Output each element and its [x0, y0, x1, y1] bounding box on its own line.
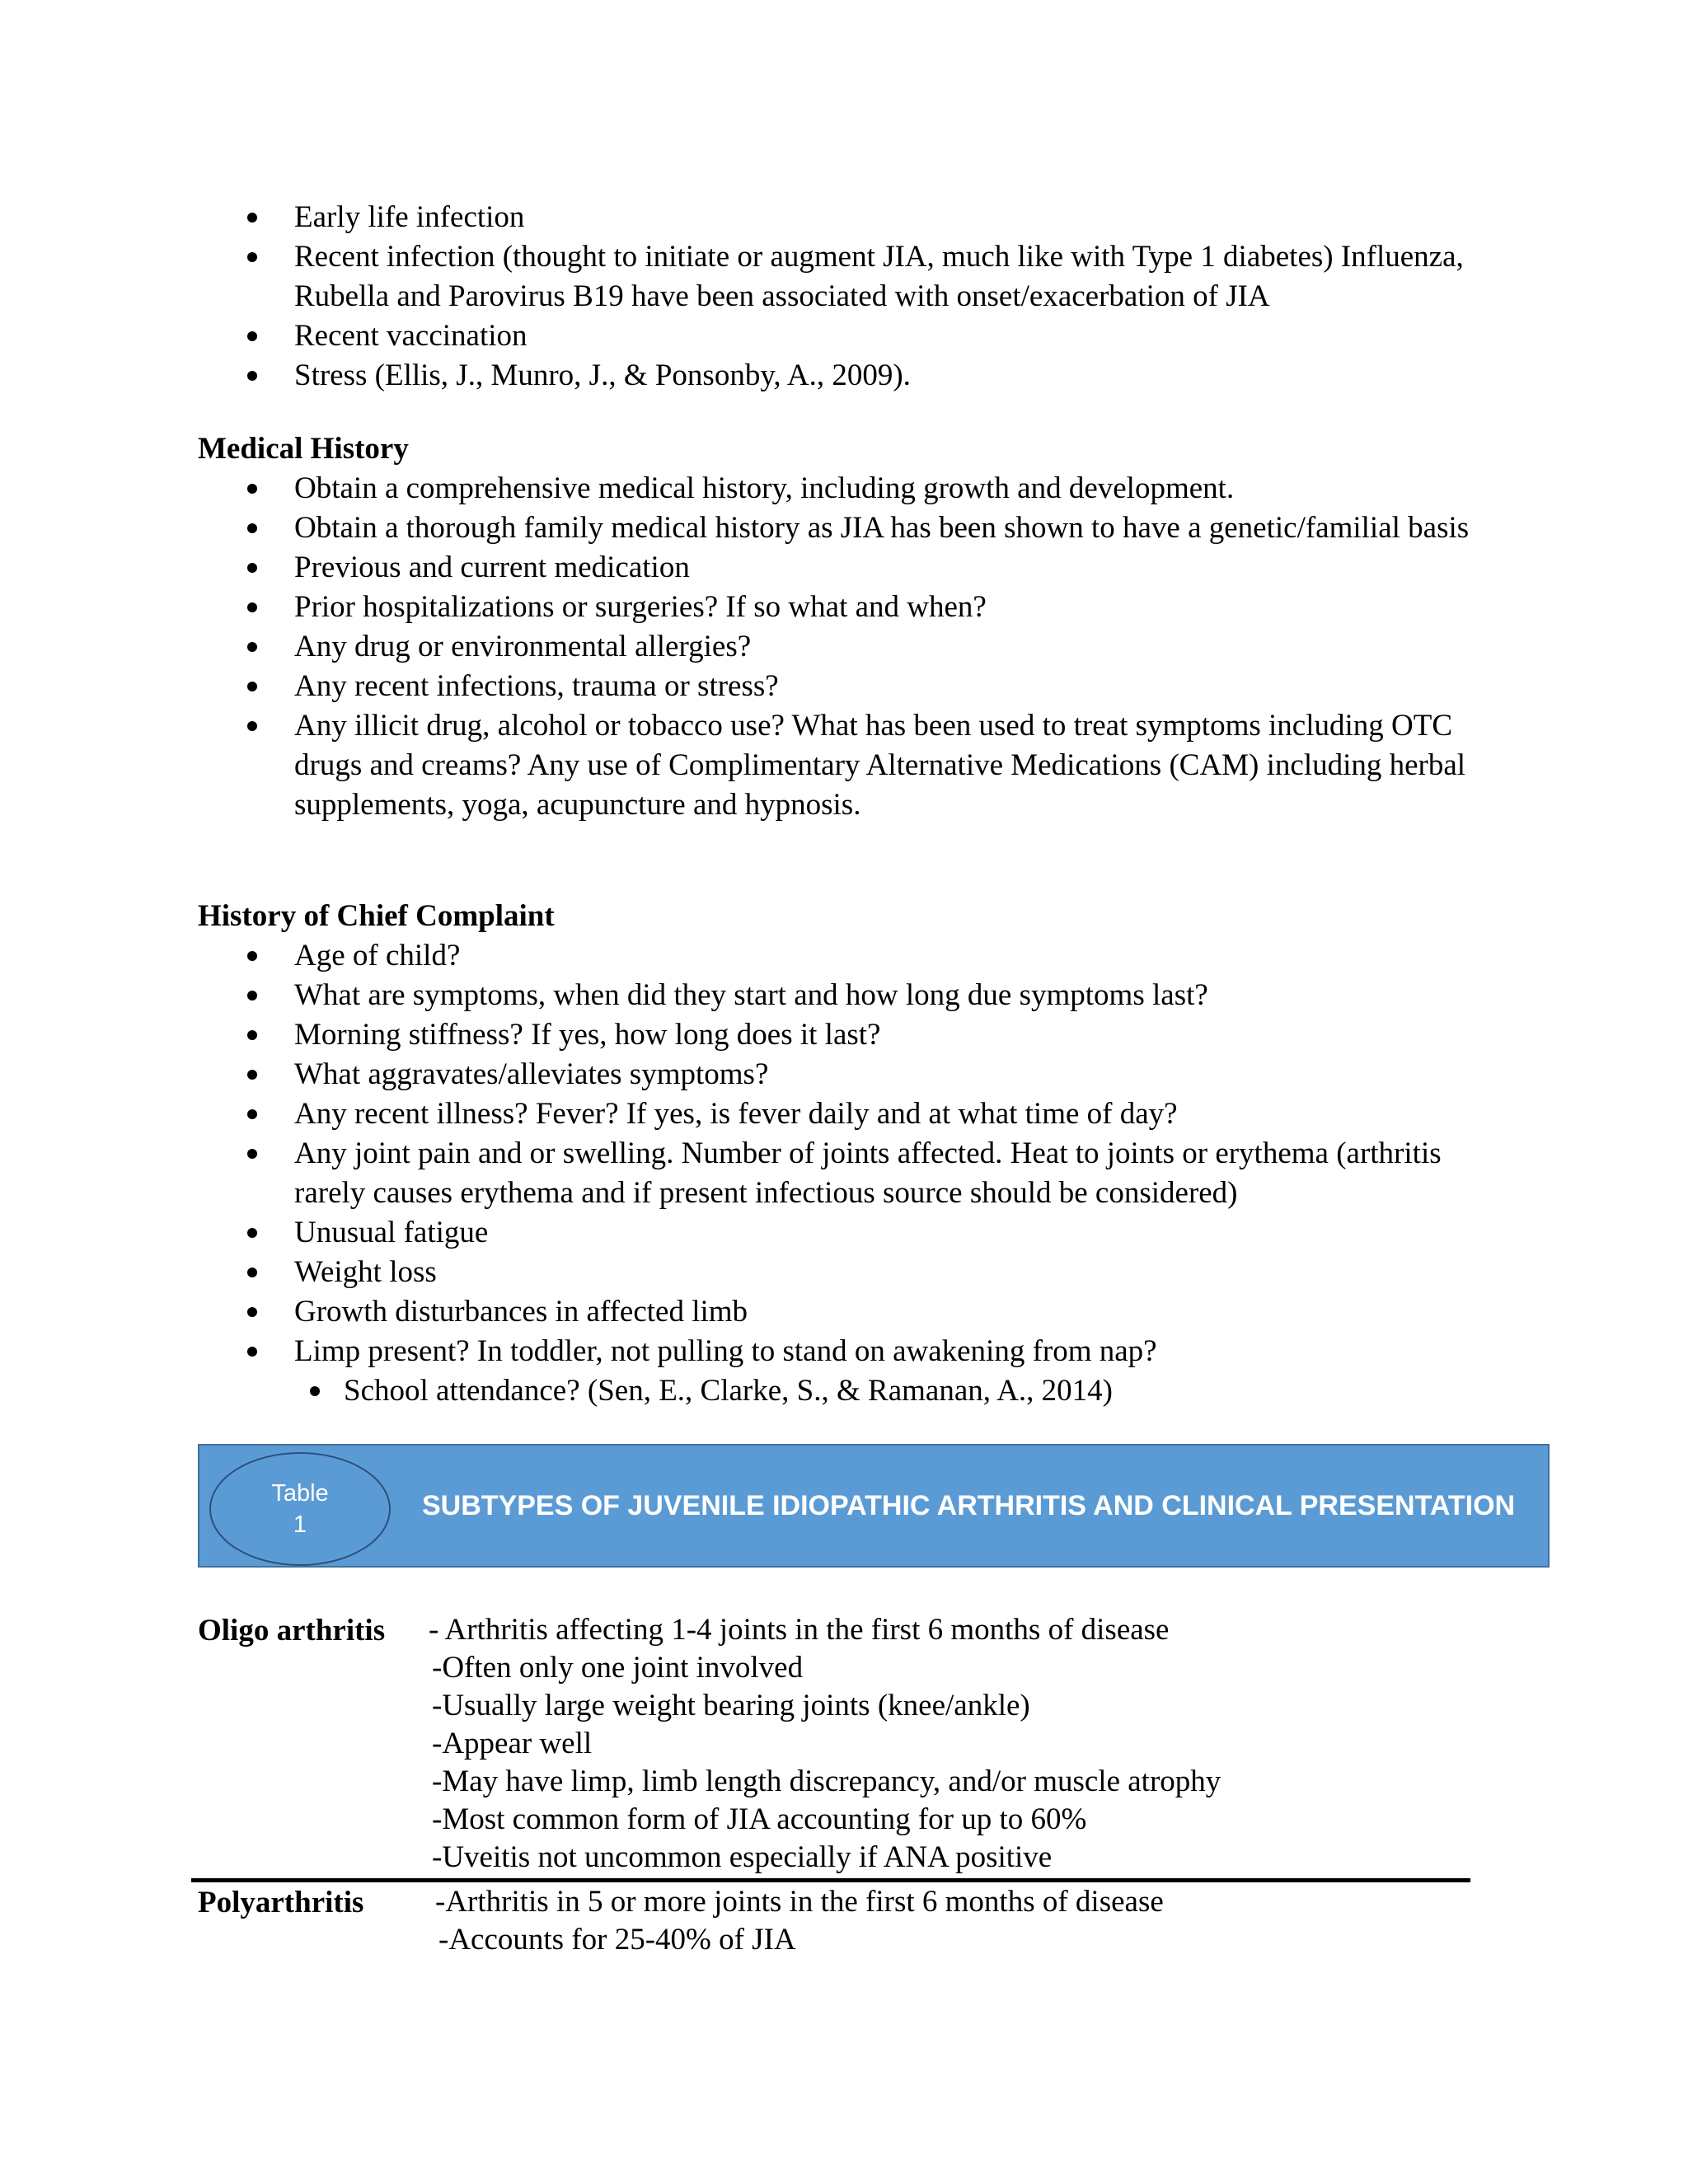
bullet-icon [247, 1228, 257, 1238]
list-item: - Arthritis affecting 1-4 joints in the first 6 months of disease [429, 1613, 1170, 1647]
list-item: Limp present? In toddler, not pulling to stand on awakening from nap? [0, 1332, 1481, 1371]
bullet-icon [247, 484, 257, 494]
bullet-icon [247, 1347, 257, 1357]
medical-history-heading: Medical History [198, 432, 409, 466]
list-item: Recent infection (thought to initiate or augment JIA, much like with Type 1 diabetes) Influenza, Rubella and Parovirus B19 have been associated with onset/exacerbation of JIA [0, 237, 1481, 316]
subtype-name-poly: Polyarthritis [198, 1886, 364, 1919]
list-item: What aggravates/alleviates symptoms? [0, 1055, 1481, 1094]
list-item: -Uveitis not uncommon especially if ANA positive [432, 1840, 1053, 1874]
list-item: -Accounts for 25-40% of JIA [438, 1923, 796, 1957]
list-item: -Usually large weight bearing joints (knee/ankle) [432, 1689, 1030, 1722]
bullet-icon [247, 252, 257, 262]
bullet-icon [247, 721, 257, 731]
bullet-icon [247, 563, 257, 573]
list-item: Unusual fatigue [0, 1213, 1481, 1253]
subtype-lines-oligo [429, 1611, 1221, 1877]
bullet-icon [247, 951, 257, 961]
list-item: Any recent infections, trauma or stress? [0, 667, 1481, 706]
risk-factor-list [0, 198, 1481, 396]
medical-history-list [0, 469, 1481, 825]
bullet-icon [247, 1307, 257, 1317]
bullet-icon [247, 1149, 257, 1159]
list-item: Any joint pain and or swelling. Number of joints affected. Heat to joints or erythema (arthritis rarely causes erythema and if present infectious source should be considered) [0, 1134, 1481, 1213]
table-label-word: Table [271, 1480, 329, 1507]
bullet-icon [247, 213, 257, 223]
table-label-number: 1 [293, 1511, 307, 1538]
list-item: Prior hospitalizations or surgeries? If so what and when? [0, 588, 1481, 627]
subtype-name-oligo: Oligo arthritis [198, 1614, 386, 1647]
bullet-icon [247, 1070, 257, 1080]
bullet-icon [247, 991, 257, 1001]
chief-complaint-sublist [0, 1371, 1481, 1411]
table-title: SUBTYPES OF JUVENILE IDIOPATHIC ARTHRITIS AND CLINICAL PRESENTATION [422, 1489, 1516, 1521]
bullet-icon [247, 602, 257, 612]
list-item: Morning stiffness? If yes, how long does it last? [0, 1015, 1481, 1055]
list-item: Early life infection [0, 198, 1481, 237]
bullet-icon [247, 371, 257, 381]
bullet-icon [247, 331, 257, 341]
list-item: -May have limp, limb length discrepancy, and/or muscle atrophy [432, 1765, 1221, 1798]
bullet-icon [247, 1030, 257, 1040]
bullet-icon [247, 1109, 257, 1119]
list-item: What are symptoms, when did they start and how long due symptoms last? [0, 976, 1481, 1015]
list-item: School attendance? (Sen, E., Clarke, S., & Ramanan, A., 2014) [0, 1371, 1481, 1411]
list-item: Age of child? [0, 936, 1481, 976]
chief-complaint-list [0, 936, 1481, 1371]
list-item: Previous and current medication [0, 548, 1481, 588]
list-item: -Appear well [432, 1727, 593, 1760]
list-item: -Most common form of JIA accounting for up to 60% [432, 1802, 1087, 1836]
bullet-icon [247, 642, 257, 652]
bullet-icon [310, 1386, 320, 1396]
bullet-icon [247, 523, 257, 533]
list-item: Recent vaccination [0, 316, 1481, 356]
table-divider [191, 1878, 1470, 1882]
table-banner [198, 1444, 1550, 1568]
bullet-icon [247, 682, 257, 691]
list-item: Any recent illness? Fever? If yes, is fever daily and at what time of day? [0, 1094, 1481, 1134]
chief-complaint-heading: History of Chief Complaint [198, 899, 555, 933]
list-item: -Often only one joint involved [432, 1651, 804, 1685]
list-item: -Arthritis in 5 or more joints in the first 6 months of disease [435, 1885, 1164, 1919]
list-item: Stress (Ellis, J., Munro, J., & Ponsonby, A., 2009). [0, 356, 1481, 396]
bullet-icon [247, 1268, 257, 1277]
list-item: Weight loss [0, 1253, 1481, 1292]
list-item: Obtain a thorough family medical history as JIA has been shown to have a genetic/familial basis [0, 509, 1481, 548]
subtype-lines-poly [435, 1883, 1164, 1959]
list-item: Any illicit drug, alcohol or tobacco use? What has been used to treat symptoms including OTC drugs and creams? Any use of Complimentary Alternative Medications (CAM) including herbal supplements, yoga, acupuncture and hypnosis. [0, 706, 1481, 825]
list-item: Obtain a comprehensive medical history, including growth and development. [0, 469, 1481, 509]
list-item: Growth disturbances in affected limb [0, 1292, 1481, 1332]
table-label-oval [209, 1452, 391, 1566]
list-item: Any drug or environmental allergies? [0, 627, 1481, 667]
